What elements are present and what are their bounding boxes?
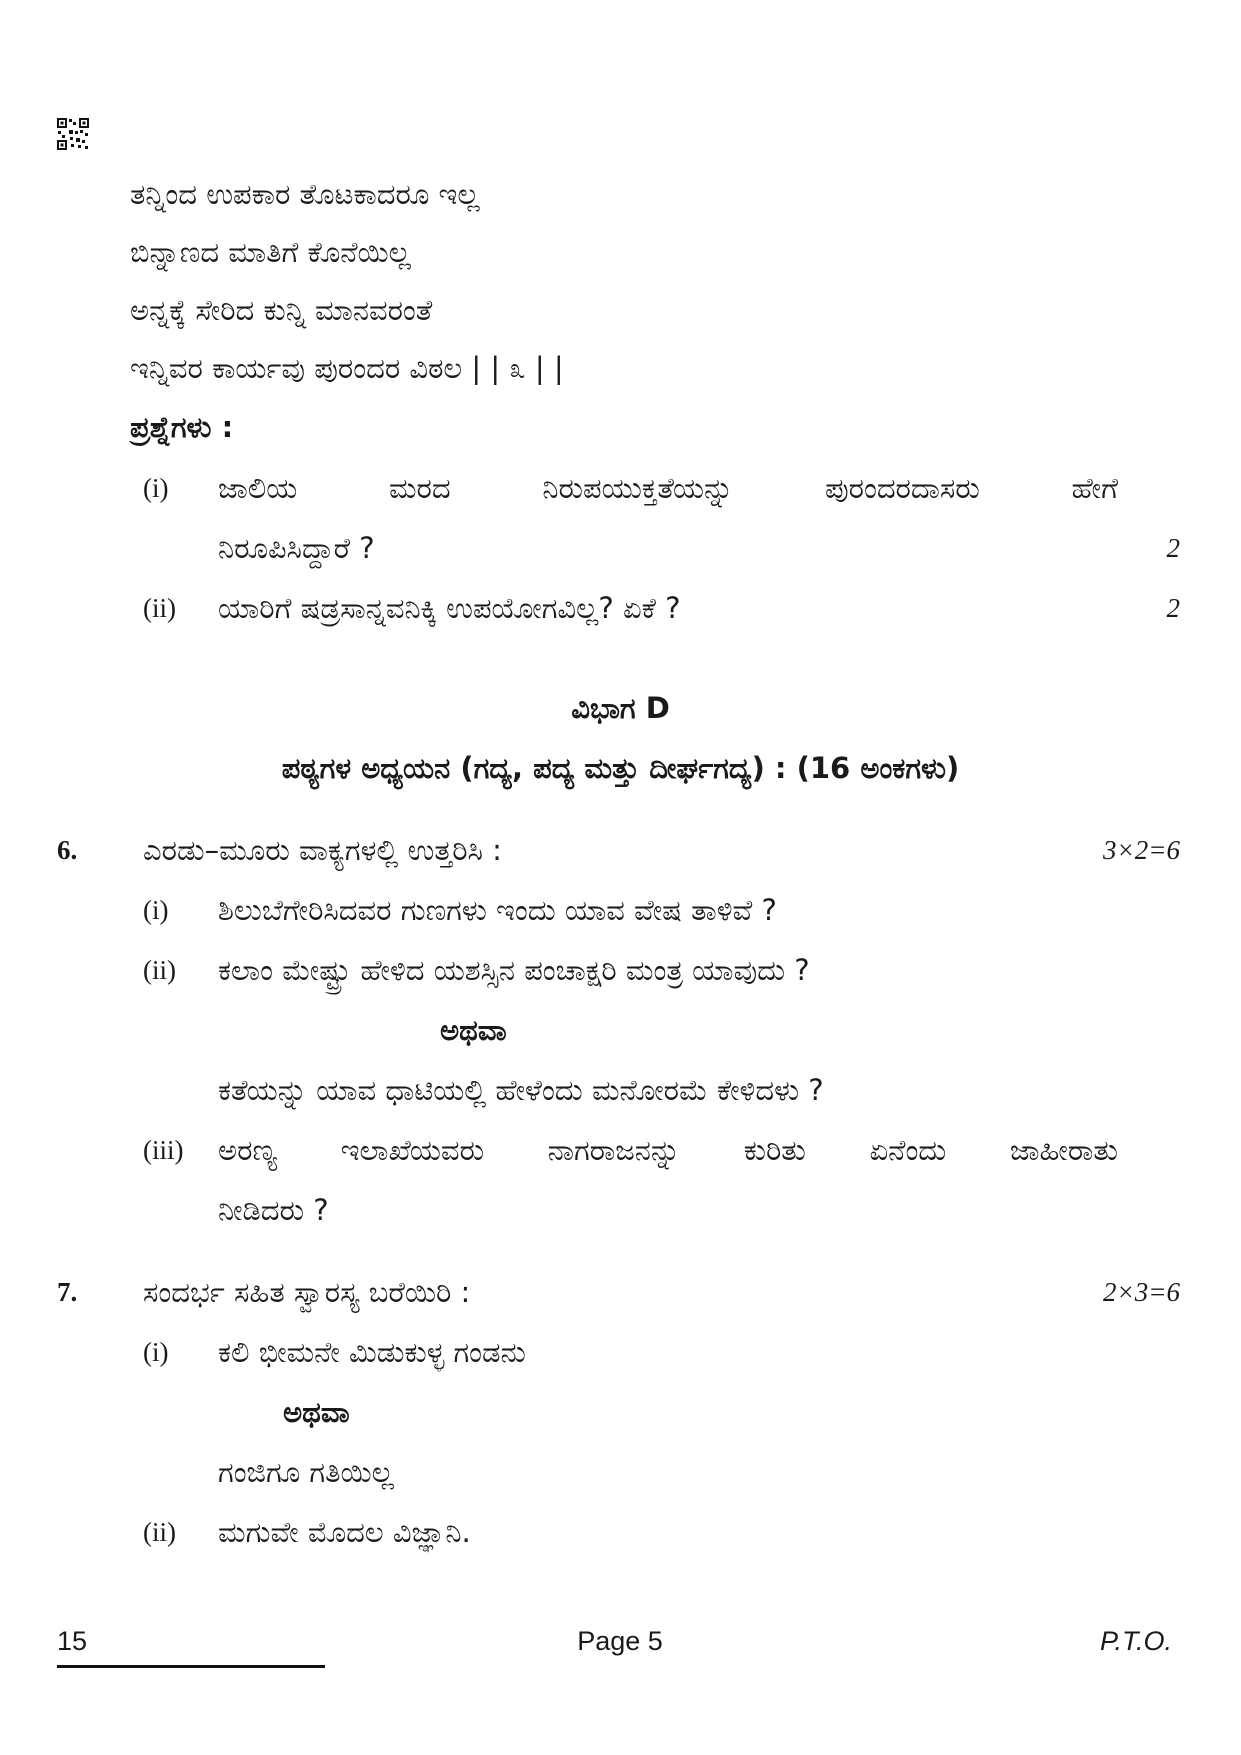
q6-iii-number: (iii)	[143, 1135, 184, 1165]
q5-ii-number: (ii)	[143, 593, 176, 623]
q6-iii-text-line2: ನೀಡಿದರು ?	[218, 1193, 329, 1227]
q5-i-text-line2: ನಿರೂಪಿಸಿದ್ದಾರೆ ?	[218, 531, 375, 565]
footer-page-number: Page 5	[577, 1626, 663, 1656]
poem-line-4: ಇನ್ನಿವರ ಕಾರ್ಯವು ಪುರಂದರ ವಿಠಲ | | ೩ | |	[130, 351, 564, 385]
q5-i-marks: 2	[1166, 533, 1180, 563]
q6-ii-number: (ii)	[143, 955, 176, 985]
q7-ii-text: ಮಗುವೇ ಮೊದಲ ವಿಜ್ಞಾನಿ.	[218, 1515, 471, 1549]
q7-i-number: (i)	[143, 1337, 169, 1367]
footer-code: 15	[57, 1626, 88, 1656]
q5-ii-text: ಯಾರಿಗೆ ಷಡ್ರಸಾನ್ನವನಿಕ್ಕಿ ಉಪಯೋಗವಿಲ್ಲ? ಏಕೆ ?	[218, 591, 681, 625]
q7-or-label: ಅಥವಾ	[283, 1395, 350, 1429]
q6-iii-text-line1: ಅರಣ್ಯ ಇಲಾಖೆಯವರು ನಾಗರಾಜನನ್ನು ಕುರಿತು ಏನೆಂದು ಜಾಹೀರಾತು	[218, 1133, 1118, 1167]
q6-i-text: ಶಿಲುಬೆಗೇರಿಸಿದವರ ಗುಣಗಳು ಇಂದು ಯಾವ ವೇಷ ತಾಳಿವೆ ?	[218, 893, 777, 927]
q7-number: 7.	[57, 1277, 78, 1307]
poem-line-3: ಅನ್ನಕ್ಕೆ ಸೇರಿದ ಕುನ್ನಿ ಮಾನವರಂತೆ	[130, 293, 433, 327]
q6-i-number: (i)	[143, 895, 169, 925]
q6-marks: 3×2=6	[1103, 835, 1180, 865]
q6-ii-text: ಕಲಾಂ ಮೇಷ್ಟ್ರು ಹೇಳಿದ ಯಶಸ್ಸಿನ ಪಂಚಾಕ್ಷರಿ ಮಂತ್ರ ಯಾವುದು ?	[218, 953, 810, 987]
q7-i-text: ಕಲಿ ಭೀಮನೇ ಮಿಡುಕುಳ್ಳ ಗಂಡನು	[218, 1335, 526, 1369]
q6-number: 6.	[57, 835, 78, 865]
footer-rule	[57, 1665, 325, 1668]
section-title: ವಿಭಾಗ D	[571, 691, 670, 725]
poem-line-2: ಬಿನ್ನಾಣದ ಮಾತಿಗೆ ಕೊನೆಯಿಲ್ಲ	[130, 235, 411, 269]
footer-pto: P.T.O.	[1099, 1626, 1172, 1656]
q6-or-text: ಕತೆಯನ್ನು ಯಾವ ಧಾಟಿಯಲ್ಲಿ ಹೇಳೆಂದು ಮನೋರಮೆ ಕೇಳಿದಳು ?	[218, 1073, 824, 1107]
q5-i-number: (i)	[143, 473, 169, 503]
q7-prompt: ಸಂದರ್ಭ ಸಹಿತ ಸ್ವಾರಸ್ಯ ಬರೆಯಿರಿ :	[143, 1275, 471, 1309]
q7-ii-number: (ii)	[143, 1517, 176, 1547]
questions-heading: ಪ್ರಶ್ನೆಗಳು :	[130, 410, 234, 444]
q5-ii-marks: 2	[1166, 593, 1180, 623]
qr-code-icon	[57, 118, 89, 150]
q6-or-label: ಅಥವಾ	[440, 1013, 507, 1047]
section-subtitle: ಪಠ್ಯಗಳ ಅಧ್ಯಯನ (ಗದ್ಯ, ಪದ್ಯ ಮತ್ತು ದೀರ್ಘಗದ್ಯ) : (16 ಅಂಕಗಳು)	[281, 751, 960, 785]
q7-or-text: ಗಂಜಿಗೂ ಗತಿಯಿಲ್ಲ	[218, 1455, 394, 1489]
q6-prompt: ಎರಡು–ಮೂರು ವಾಕ್ಯಗಳಲ್ಲಿ ಉತ್ತರಿಸಿ :	[143, 833, 502, 867]
poem-line-1: ತನ್ನಿಂದ ಉಪಕಾರ ತೊಟಕಾದರೂ ಇಲ್ಲ	[130, 177, 480, 211]
q5-i-text-line1: ಜಾಲಿಯ ಮರದ ನಿರುಪಯುಕ್ತತೆಯನ್ನು ಪುರಂದರದಾಸರು ಹೇಗೆ	[218, 471, 1118, 505]
q7-marks: 2×3=6	[1103, 1277, 1180, 1307]
